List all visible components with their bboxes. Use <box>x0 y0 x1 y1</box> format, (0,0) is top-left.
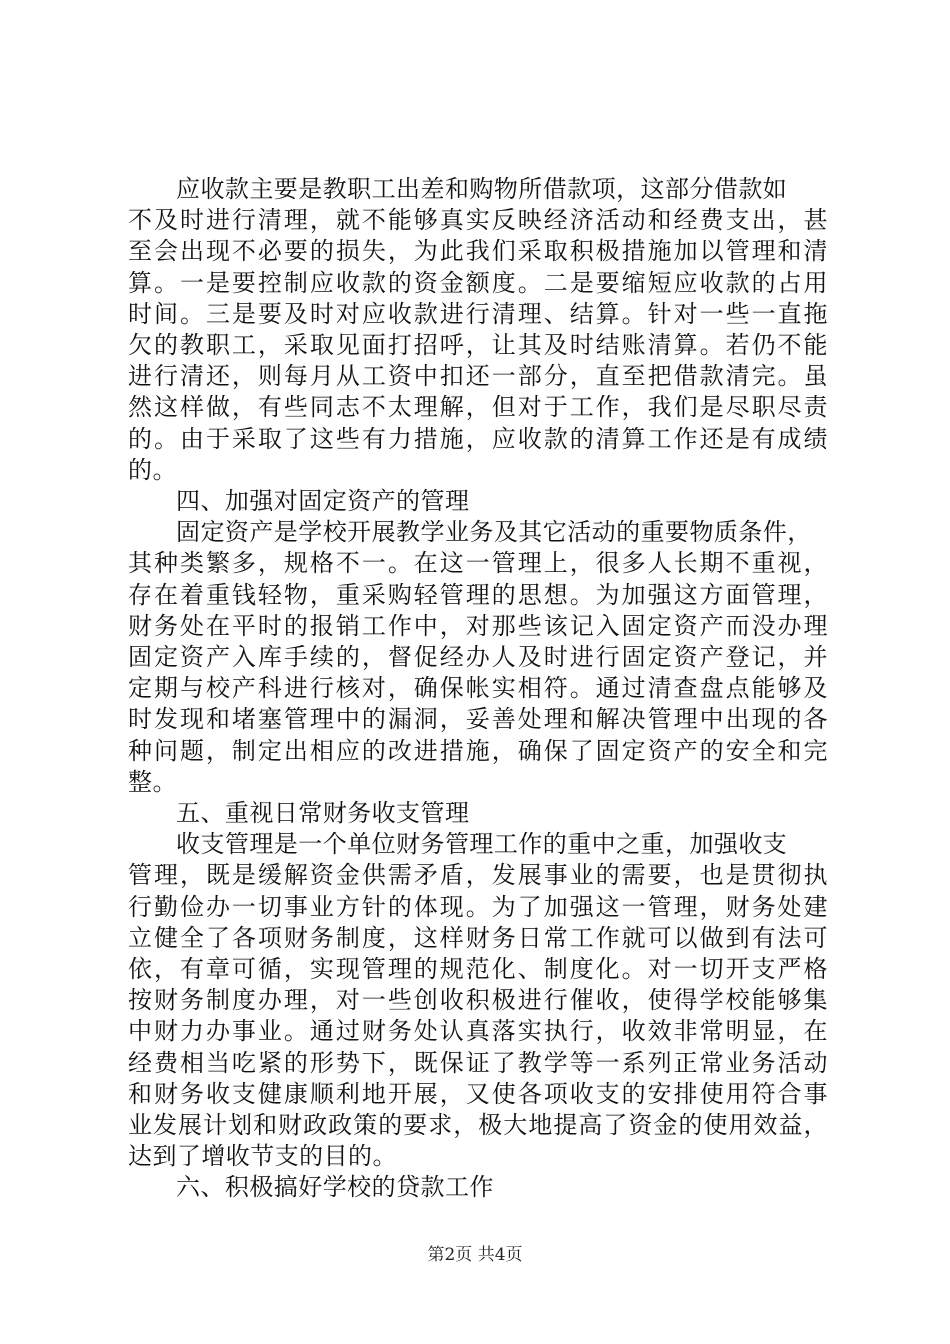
paragraph-line: 业发展计划和财政政策的要求，极大地提高了资金的使用效益， <box>128 1111 828 1139</box>
paragraph-line: 固定资产是学校开展教学业务及其它活动的重要物质条件， <box>176 518 812 547</box>
paragraph-line: 存在着重钱轻物，重采购轻管理的思想。为加强这方面管理， <box>128 580 828 609</box>
paragraph-line: 固定资产入库手续的，督促经办人及时进行固定资产登记，并 <box>128 643 828 671</box>
section-heading: 六、积极搞好学校的贷款工作 <box>176 1173 494 1202</box>
paragraph-line: 收支管理是一个单位财务管理工作的重中之重，加强收支 <box>176 830 788 859</box>
paragraph-line: 管理，既是缓解资金供需矛盾，发展事业的需要，也是贯彻执 <box>128 861 828 890</box>
paragraph-line: 至会出现不必要的损失，为此我们采取积极措施加以管理和清 <box>128 237 828 266</box>
paragraph-line: 不及时进行清理，就不能够真实反映经济活动和经费支出，甚 <box>128 206 828 235</box>
paragraph-line: 财务处在平时的报销工作中，对那些该记入固定资产而没办理 <box>128 611 828 640</box>
paragraph-line: 中财力办事业。通过财务处认真落实执行，收效非常明显，在 <box>128 1017 828 1046</box>
paragraph-line: 立健全了各项财务制度，这样财务日常工作就可以做到有法可 <box>128 923 828 952</box>
section-heading: 五、重视日常财务收支管理 <box>176 799 470 827</box>
paragraph-line: 时发现和堵塞管理中的漏洞，妥善处理和解决管理中出现的各 <box>128 705 828 734</box>
page-footer: 第2页 共4页 <box>427 1245 523 1265</box>
paragraph-line: 的。 <box>128 455 177 484</box>
paragraph-line: 然这样做，有些同志不太理解，但对于工作，我们是尽职尽责 <box>128 393 828 422</box>
paragraph-line: 定期与校产科进行核对，确保帐实相符。通过清查盘点能够及 <box>128 674 828 703</box>
paragraph-line: 经费相当吃紧的形势下，既保证了教学等一系列正常业务活动 <box>128 1048 828 1077</box>
paragraph-line: 整。 <box>128 767 177 796</box>
paragraph-line: 应收款主要是教职工出差和购物所借款项，这部分借款如 <box>176 175 788 203</box>
paragraph-line: 种问题，制定出相应的改进措施，确保了固定资产的安全和完 <box>128 736 828 765</box>
paragraph-line: 依，有章可循，实现管理的规范化、制度化。对一切开支严格 <box>128 955 828 983</box>
paragraph-line: 行勤俭办一切事业方针的体现。为了加强这一管理，财务处建 <box>128 892 828 921</box>
paragraph-line: 算。一是要控制应收款的资金额度。二是要缩短应收款的占用 <box>128 268 828 297</box>
paragraph-line: 时间。三是要及时对应收款进行清理、结算。针对一些一直拖 <box>128 299 828 328</box>
paragraph-line: 进行清还，则每月从工资中扣还一部分，直至把借款清完。虽 <box>128 362 828 391</box>
paragraph-line: 达到了增收节支的目的。 <box>128 1142 397 1171</box>
section-heading: 四、加强对固定资产的管理 <box>176 487 470 515</box>
paragraph-line: 其种类繁多，规格不一。在这一管理上，很多人长期不重视， <box>128 549 828 578</box>
paragraph-line: 按财务制度办理，对一些创收积极进行催收，使得学校能够集 <box>128 986 828 1015</box>
paragraph-line: 的。由于采取了这些有力措施，应收款的清算工作还是有成绩 <box>128 424 828 453</box>
paragraph-line: 欠的教职工，采取见面打招呼，让其及时结账清算。若仍不能 <box>128 331 828 359</box>
paragraph-line: 和财务收支健康顺利地开展，又使各项收支的安排使用符合事 <box>128 1079 828 1108</box>
